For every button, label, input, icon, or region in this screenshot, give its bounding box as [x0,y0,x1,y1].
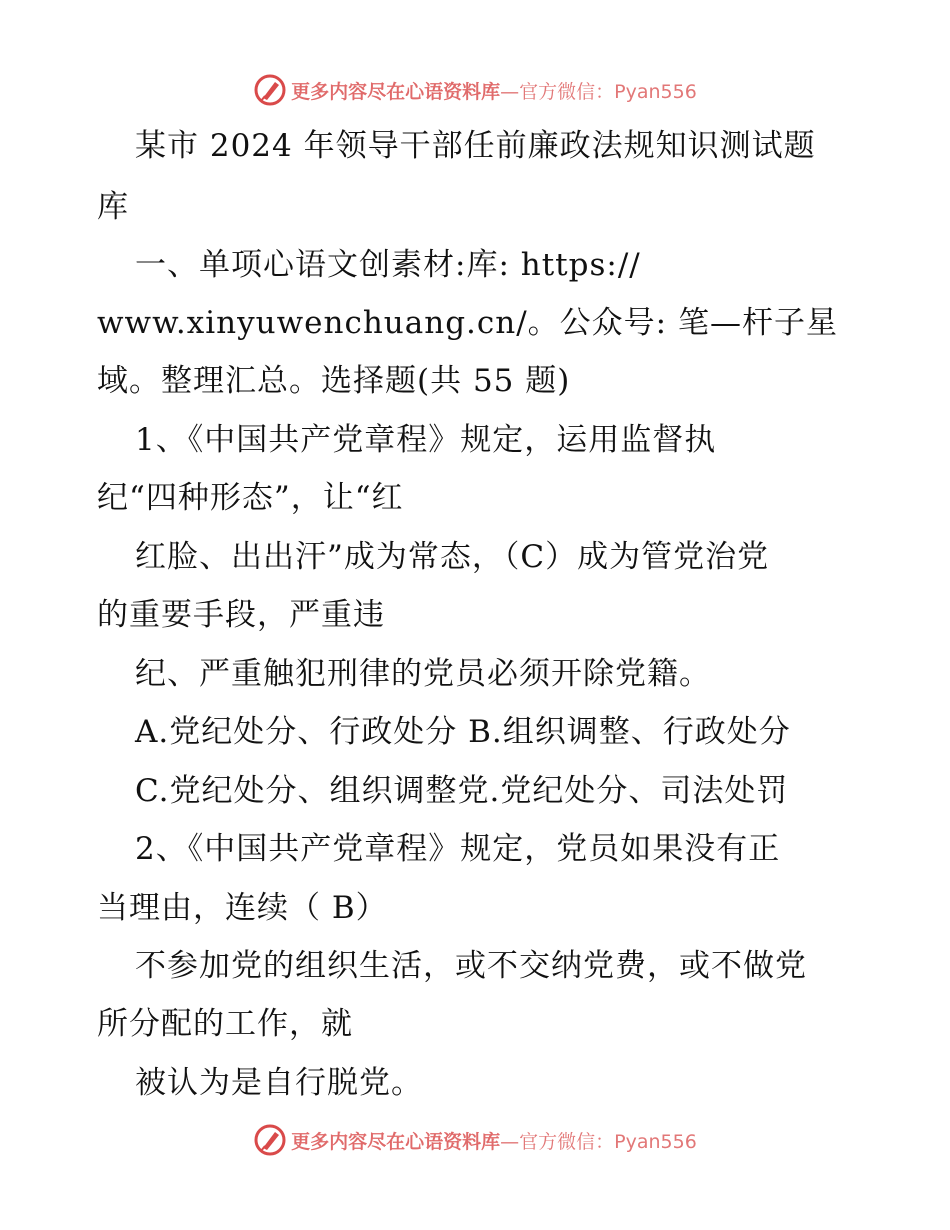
section-heading-line-1: 一、单项心语文创素材:库: https:// [135,247,641,283]
question-2-line-1: 2、《中国共产党章程》规定，党员如果没有正 [135,831,781,867]
question-2-line-5: 被认为是自行脱党。 [135,1065,423,1101]
doc-title-line-1: 某市 2024 年领导干部任前廉政法规知识测试题 [135,128,816,164]
header-watermark [0,70,950,110]
watermark-contact-text: —官方微信：Pyan556 [500,80,697,103]
quill-pen-circle-icon [253,1123,287,1157]
question-1-line-3: 红脸、出出汗”成为常态，（C）成为管党治党 [135,539,770,575]
doc-title-line-2: 库 [97,189,129,225]
question-1-line-5: 纪、严重触犯刑律的党员必须开除党籍。 [135,656,711,692]
question-2-line-4: 所分配的工作，就 [97,1006,353,1042]
watermark-brand-text: 更多内容尽在心语资料库 [291,80,501,103]
watermark-contact-text: —官方微信：Pyan556 [500,1130,697,1153]
question-2-line-2: 当理由，连续（ B） [97,890,388,926]
section-heading-line-3: 域。整理汇总。选择题(共 55 题) [97,363,571,399]
question-1-options-ab: A.党纪处分、行政处分 B.组织调整、行政处分 [135,714,791,750]
footer-watermark [0,1120,950,1160]
question-2-line-3: 不参加党的组织生活，或不交纳党费，或不做党 [135,948,807,984]
question-1-options-cd: C.党纪处分、组织调整党.党纪处分、司法处罚 [135,773,789,809]
question-1-line-2: 纪“四种形态”，让“红 [97,480,404,516]
quill-pen-circle-icon [253,73,287,107]
watermark-brand-text: 更多内容尽在心语资料库 [291,1130,501,1153]
question-1-line-1: 1、《中国共产党章程》规定，运用监督执 [135,422,717,458]
section-heading-line-2: www.xinyuwenchuang.cn/。公众号: 笔—杆子星 [97,305,838,341]
question-1-line-4: 的重要手段，严重违 [97,597,385,633]
